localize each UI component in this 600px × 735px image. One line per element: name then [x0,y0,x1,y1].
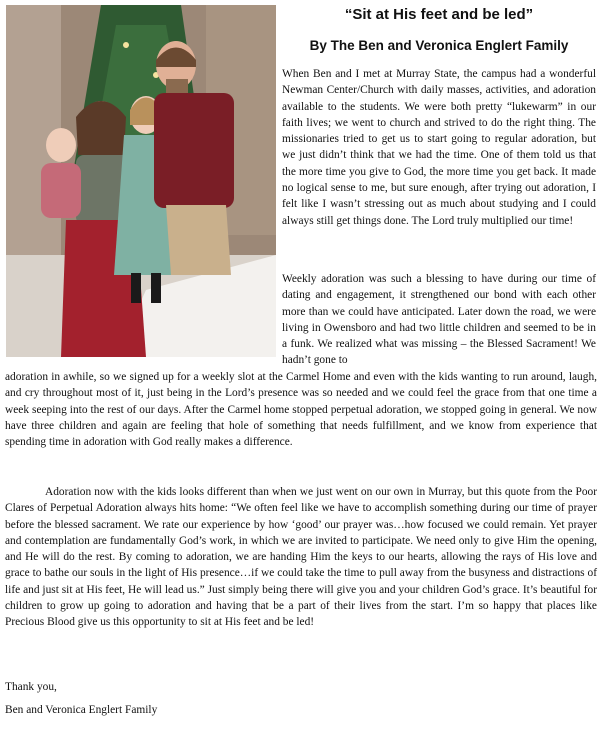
closing-line: Thank you, [5,681,57,693]
family-photo [6,5,276,357]
paragraph-1: When Ben and I met at Murray State, the campus had a wonderful Newman Center/Church with daily masses, activities, and adoration available to the students. We were both pretty “lukewarm” in our faith lives; we went to church and strived to do the right thing. The missionaries tried to get us to start going to regular adoration, but we just didn’t think that we had the time. One of them told us that the more time you give to God, the more time you get back. It made no logical sense to me, but sure enough, after trying out adoration, I felt like I wasn’t stressing out as much about studying and I could always still get things done. The Lord truly multiplied our time! [282,68,596,227]
signature-line: Ben and Veronica Englert Family [5,704,158,716]
article-byline: By The Ben and Veronica Englert Family [309,38,569,53]
paragraph-2-top: Weekly adoration was such a blessing to have during our time of dating and engagement, it strengthened our bond with each other more than we could have anticipated. Later down the road, we were living in Owensboro and had two little children and seemed to be in a funk. We realized what was missing – the Blessed Sacrament! We hadn’t gone to [282,273,596,367]
family-photo-illustration [6,5,276,357]
paragraph-3: Adoration now with the kids looks different than when we just went on our own in Murray, but this quote from the Poor Clares of Perpetual Adoration always hits home: “We often feel like we have to accomplish something during our time of prayer before the blessed sacrament. We rate our experience by how ‘good’ our prayer was…how focused we could remain. Yet prayer and contemplation are fundamentally God’s work, in which we are invited to participate. We need only to give Him the opening, and He will do the rest. By coming to adoration, we are handing Him the keys to our hearts, allowing the rays of His love and grace to bathe our souls in the light of His presence…if we could take the time to pull away from the busyness and distractions of life and just sit at His feet, He will lead us.” Just simply being there will give you and your children God’s grace. It’s beautiful for children to grow up going to adoration and having that be a part of their lives from the start. I’m so happy that places like Precious Blood give us this opportunity to sit at His feet and be led! [5,486,597,629]
article-title: “Sit at His feet and be led” [344,6,534,23]
paragraph-2-bottom: adoration in awhile, so we signed up for a weekly slot at the Carmel Home and even with the kids wanting to run around, laugh, and cry throughout most of it, just being in the Lord’s presence was so needed and we could feel the grace from that one time a week seeping into the rest of our days. After the Carmel home stopped perpetual adoration, we stopped going in general. We now have three children and again are feeling that hole of something that needs fulfillment, and we know from experience that spending time in adoration with God really makes a difference. [5,371,597,449]
